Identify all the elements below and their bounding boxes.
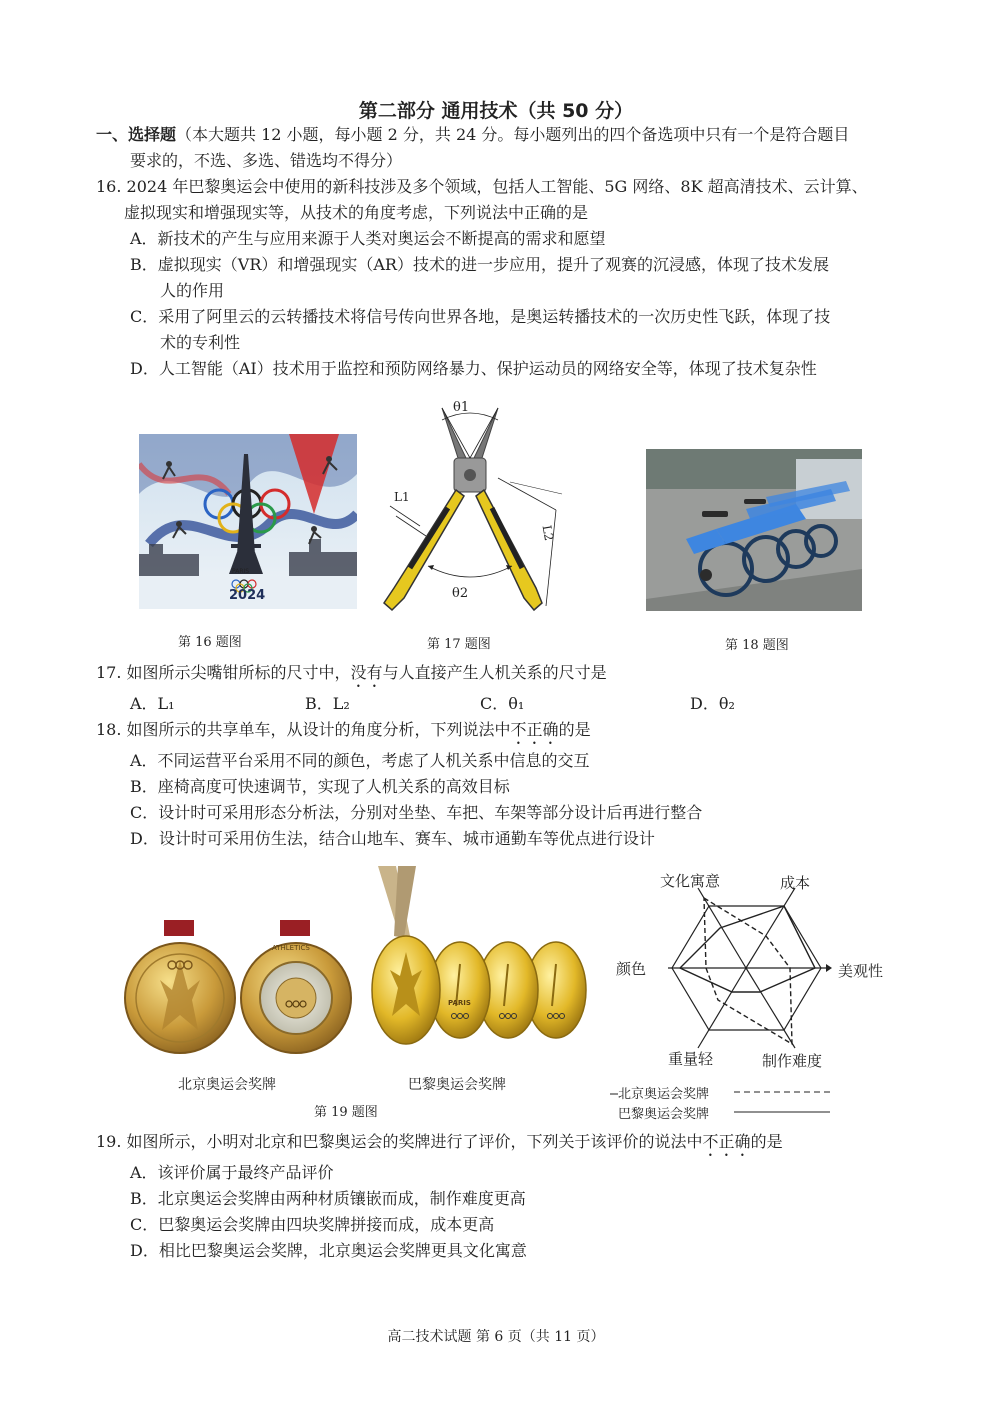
radar-axis-beauty: 美观性	[838, 962, 884, 980]
q16-stem-2: 虚拟现实和增强现实等，从技术的角度考虑，下列说法中正确的是	[124, 203, 589, 222]
radar-legend-paris: 巴黎奥运会奖牌	[618, 1107, 710, 1122]
q17-option-b: B．L₂	[305, 694, 350, 713]
q19-stem-part-a: 19. 如图所示，小明对北京和巴黎奥运会的奖牌进行了评价，下列关于该评价的说法中	[96, 1132, 703, 1151]
fig19-paris-medals-graphic	[366, 866, 592, 1052]
fig19-paris-medal-text: PARIS	[448, 999, 471, 1007]
q19-option-c: C．巴黎奥运会奖牌由四块奖牌拼接而成，成本更高	[130, 1215, 495, 1234]
fig19-radar-chart	[610, 866, 900, 1126]
q16-option-c-2: 术的专利性	[160, 333, 241, 352]
fig17-pliers-diagram	[380, 398, 570, 618]
section-label: 一、选择题	[96, 125, 177, 144]
fig19-beijing-medals	[122, 920, 362, 1060]
section-heading	[96, 123, 849, 147]
fig16-year-text: 2024	[229, 588, 266, 603]
q16-stem-1: 16. 2024 年巴黎奥运会中使用的新科技涉及多个领域，包括人工智能、5G 网络、8K 超高清技术、云计算、	[96, 177, 868, 196]
q19-option-b: B．北京奥运会奖牌由两种材质镶嵌而成，制作难度更高	[130, 1189, 526, 1208]
radar-legend-beijing: 北京奥运会奖牌	[618, 1087, 710, 1102]
fig17-caption: 第 17 题图	[427, 637, 491, 652]
radar-axis-cost: 成本	[780, 874, 811, 892]
q17-stem-part-a: 17. 如图所示尖嘴钳所标的尺寸中，	[96, 663, 351, 682]
fig16-paris-text: PARIS	[232, 568, 250, 575]
fig19-beijing-caption: 北京奥运会奖牌	[178, 1077, 276, 1093]
q18-option-b: B．座椅高度可快速调节，实现了人机关系的高效目标	[130, 777, 510, 796]
fig16-poster-image	[139, 434, 357, 609]
q18-stem-part-b: 的是	[558, 720, 591, 739]
fig17-theta1-label: θ1	[453, 400, 470, 415]
page-footer: 高二技术试题 第 6 页（共 11 页）	[387, 1329, 605, 1345]
q16-option-a: A．新技术的产生与应用来源于人类对奥运会不断提高的需求和愿望	[130, 229, 606, 248]
radar-axis-color: 颜色	[616, 960, 647, 978]
q19-option-a: A．该评价属于最终产品评价	[130, 1163, 334, 1182]
q19-stem-part-b: 的是	[750, 1132, 783, 1151]
fig17-pliers-image	[380, 398, 570, 618]
q18-stem-part-a: 18. 如图所示的共享单车，从设计的角度分析，下列说法中	[96, 720, 511, 739]
q18-option-a: A．不同运营平台采用不同的颜色，考虑了人机关系中信息的交互	[130, 751, 590, 770]
fig18-bikes-photo	[646, 449, 862, 611]
q16-option-c-1: C．采用了阿里云的云转播技术将信号传向世界各地，是奥运转播技术的一次历史性飞跃，体现了技	[130, 307, 831, 326]
q17-stem-part-b: 与人直接产生人机关系的尺寸是	[382, 663, 607, 682]
q18-option-d: D．设计时可采用仿生法，结合山地车、赛车、城市通勤车等优点进行设计	[130, 829, 655, 848]
radar-axis-difficulty: 制作难度	[762, 1052, 823, 1070]
fig16-caption: 第 16 题图	[178, 635, 242, 650]
q19-option-d: D．相比巴黎奥运会奖牌，北京奥运会奖牌更具文化寓意	[130, 1241, 527, 1260]
fig19-paris-medals	[366, 866, 592, 1052]
fig19-paris-caption: 巴黎奥运会奖牌	[408, 1077, 506, 1093]
q19-stem-emphasis: 不正确	[702, 1132, 751, 1151]
radar-axis-lightweight: 重量轻	[668, 1050, 714, 1068]
fig17-l1-label: L1	[394, 490, 410, 504]
section-instructions-2: 要求的，不选、多选、错选均不得分）	[130, 151, 403, 170]
q17-option-d: D．θ₂	[690, 694, 735, 713]
q17-stem-emphasis: 没有	[350, 663, 383, 682]
fig16-poster-graphic	[139, 434, 357, 609]
fig17-l2-label: L2	[539, 524, 557, 542]
fig19-beijing-medals-graphic	[122, 920, 362, 1060]
fig19-caption: 第 19 题图	[314, 1105, 378, 1120]
q17-option-a: A．L₁	[130, 694, 175, 713]
q17-option-c: C．θ₁	[480, 694, 525, 713]
fig18-bikes-image	[646, 449, 862, 611]
fig19-athletics-text: ATHLETICS	[272, 944, 310, 952]
q16-option-b-1: B．虚拟现实（VR）和增强现实（AR）技术的进一步应用，提升了观赛的沉浸感，体现了技术发展	[130, 255, 829, 274]
fig18-caption: 第 18 题图	[725, 638, 789, 653]
q19-stem	[96, 1130, 783, 1160]
q16-option-b-2: 人的作用	[160, 281, 225, 300]
section-instructions-1: （本大题共 12 小题，每小题 2 分，共 24 分。每小题列出的四个备选项中只有一个是符合题目	[176, 125, 850, 144]
q17-stem	[96, 661, 607, 691]
q18-stem	[96, 718, 591, 748]
q18-option-c: C．设计时可采用形态分析法，分别对坐垫、车把、车架等部分设计后再进行整合	[130, 803, 703, 822]
q18-stem-emphasis: 不正确	[510, 720, 559, 739]
q16-option-d: D．人工智能（AI）技术用于监控和预防网络暴力、保护运动员的网络安全等，体现了技术复杂性	[130, 359, 817, 378]
fig17-theta2-label: θ2	[452, 586, 469, 601]
radar-axis-culture: 文化寓意	[660, 872, 721, 890]
page-title: 第二部分 通用技术（共 50 分）	[358, 100, 634, 122]
